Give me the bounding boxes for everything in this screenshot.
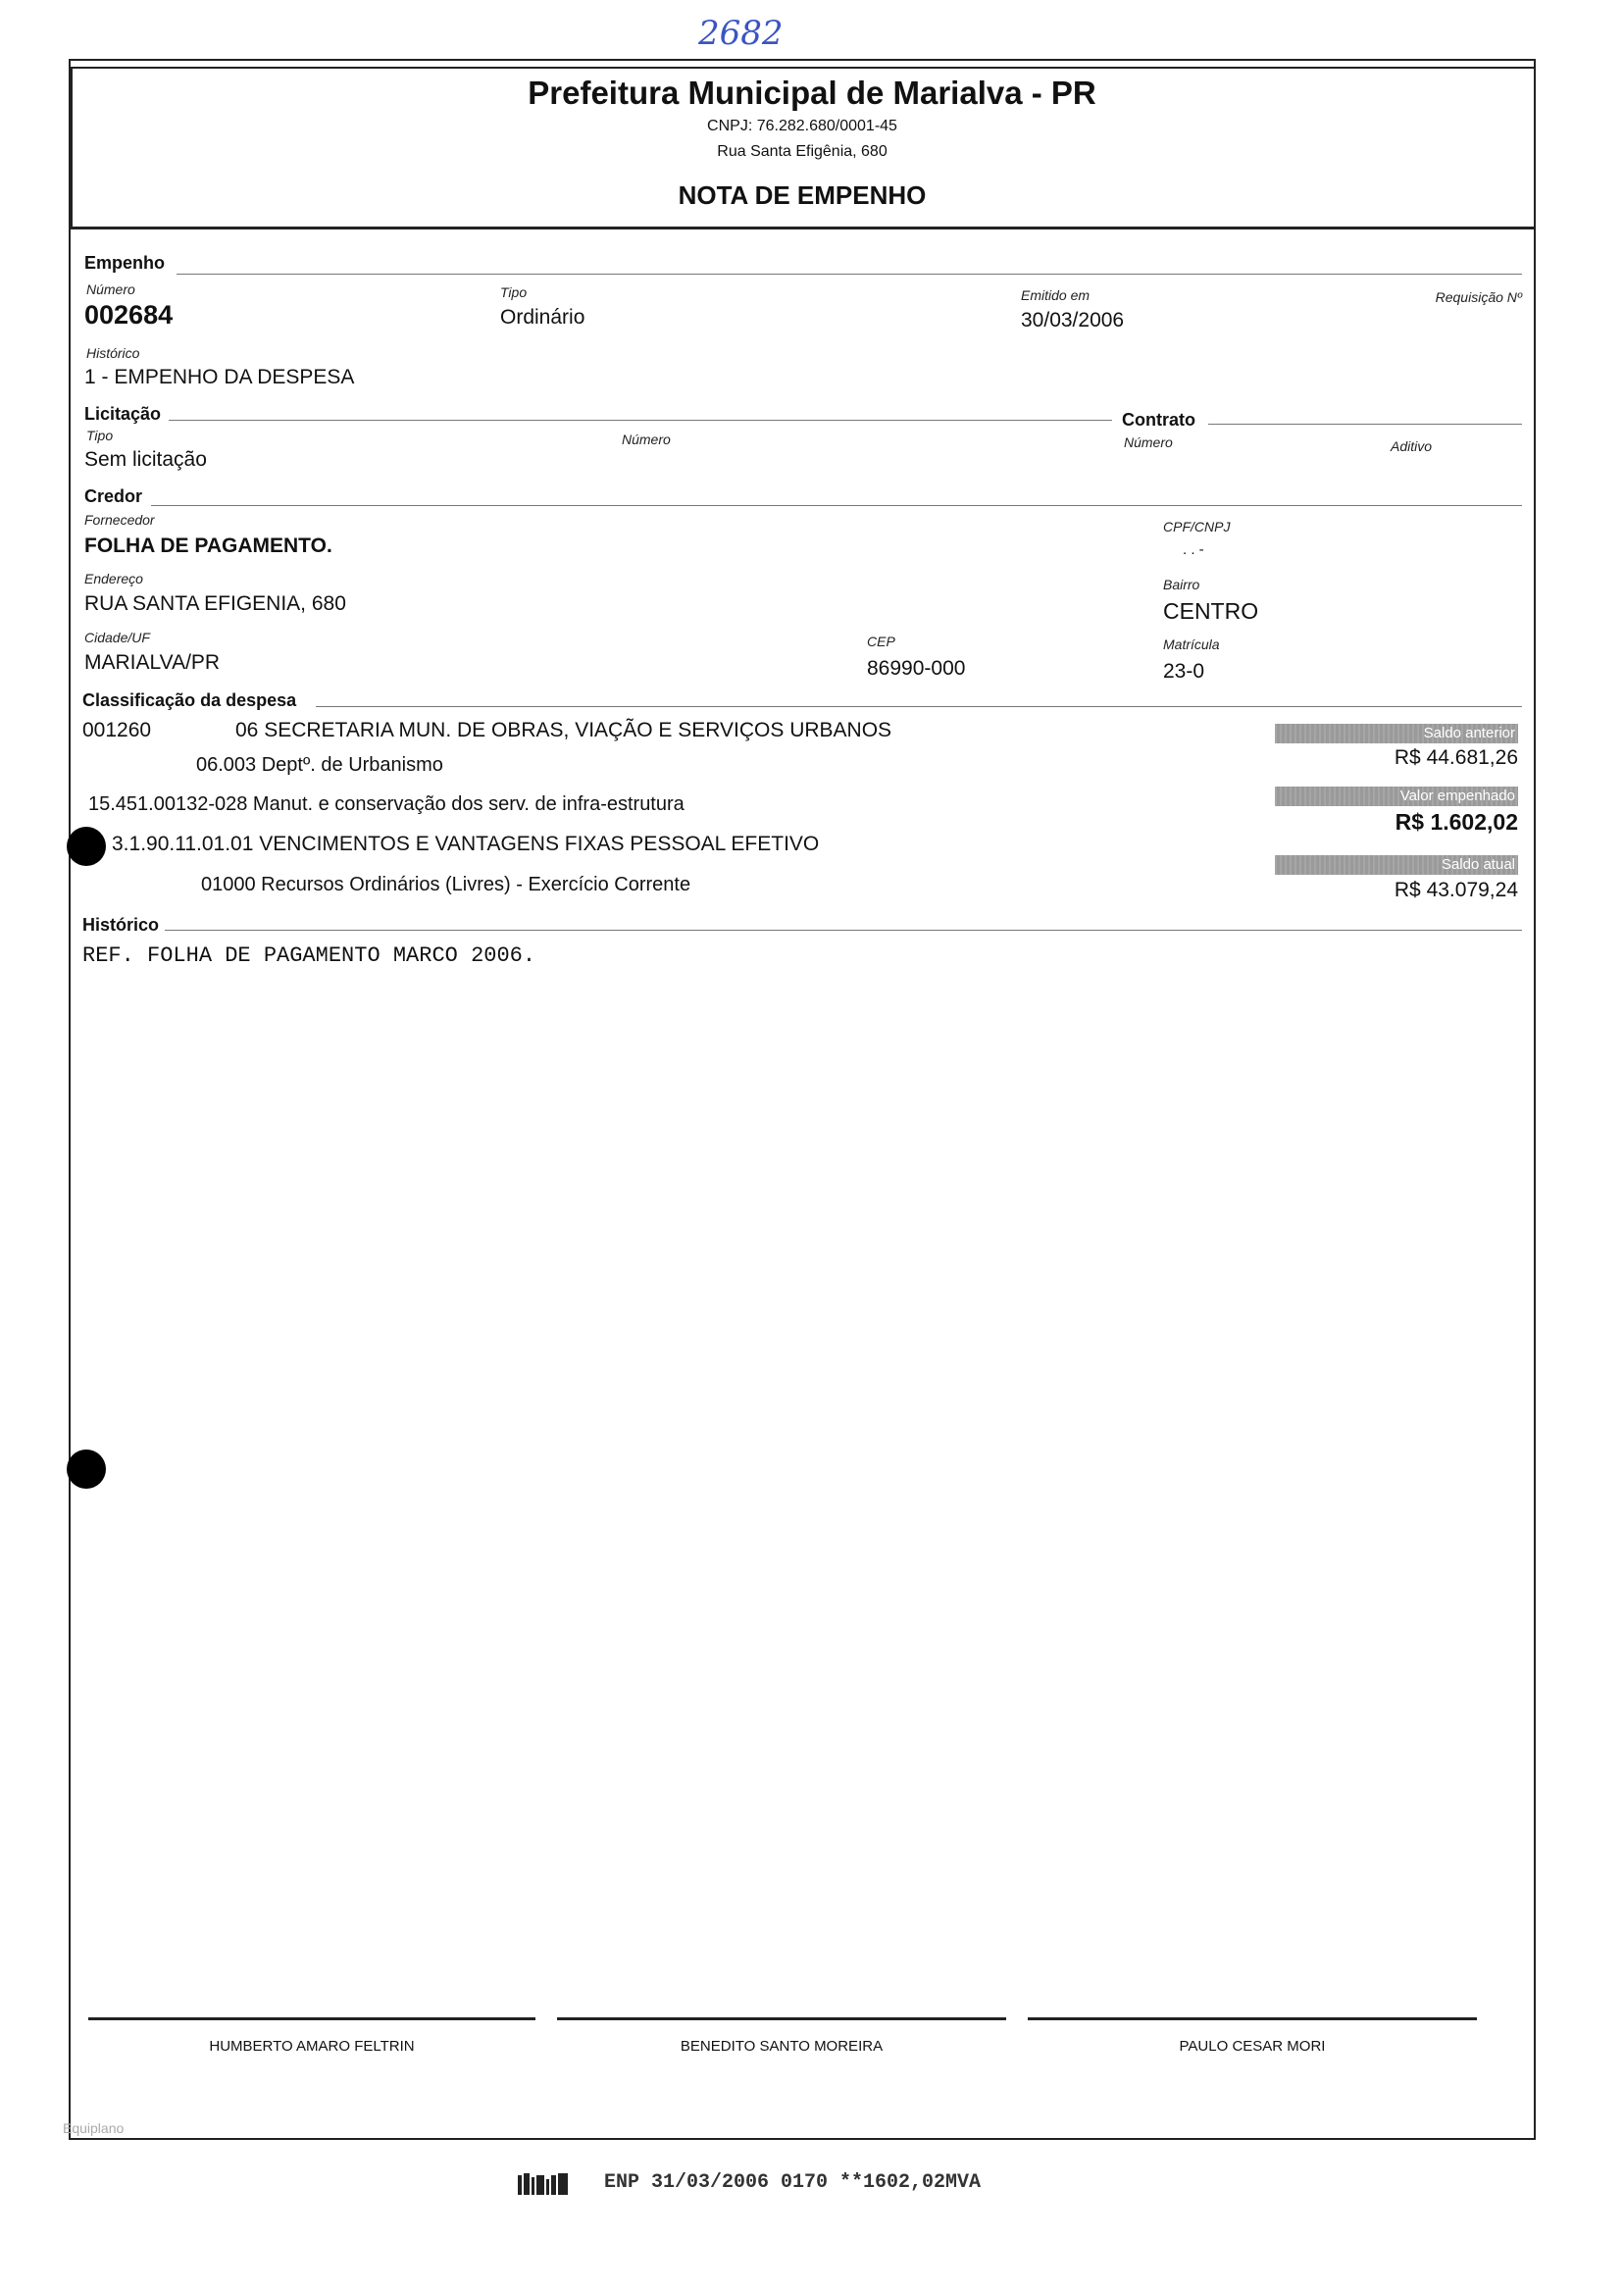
- cidade-value: MARIALVA/PR: [84, 651, 221, 674]
- address-text: Rua Santa Efigênia, 680: [717, 143, 888, 160]
- valor-empenhado-bar: Valor empenhado: [1275, 787, 1518, 806]
- signature-line: [88, 2017, 535, 2020]
- saldo-atual-value: R$ 43.079,24: [1394, 879, 1518, 901]
- emitido-label: Emitido em: [1021, 287, 1091, 303]
- empenho-historico: 1 - EMPENHO DA DESPESA: [84, 366, 355, 388]
- barcode-icon: [518, 2171, 573, 2202]
- cpf-value: . . -: [1183, 541, 1204, 558]
- cidade-label: Cidade/UF: [84, 630, 150, 645]
- endereco-label: Endereço: [84, 571, 143, 586]
- protocol-stamp: ENP 31/03/2006 0170 **1602,02MVA: [604, 2171, 982, 2194]
- cnpj-text: CNPJ: 76.282.680/0001-45: [707, 118, 897, 134]
- divider: [165, 930, 1522, 931]
- valor-empenhado-value: R$ 1.602,02: [1395, 809, 1518, 835]
- licitacao-tipo-label: Tipo: [86, 428, 114, 443]
- empenho-numero: 002684: [84, 300, 174, 330]
- classificacao-code: 001260: [82, 719, 152, 741]
- section-empenho: Empenho: [84, 253, 166, 273]
- saldo-atual-bar: Saldo atual: [1275, 855, 1518, 875]
- classificacao-funcional: 15.451.00132-028 Manut. e conservação dos serv. de infra-estrutura: [88, 793, 685, 815]
- divider: [177, 274, 1522, 275]
- document-title: NOTA DE EMPENHO: [678, 180, 927, 210]
- signature-line: [1028, 2017, 1477, 2020]
- handwritten-number: 2682: [698, 14, 784, 53]
- numero-label: Número: [86, 281, 135, 297]
- classificacao-secretaria: 06 SECRETARIA MUN. DE OBRAS, VIAÇÃO E SERVIÇOS URBANOS: [235, 719, 892, 741]
- signature-name: HUMBERTO AMARO FELTRIN: [209, 2038, 415, 2055]
- section-contrato: Contrato: [1122, 410, 1195, 430]
- classificacao-departamento: 06.003 Deptº. de Urbanismo: [196, 754, 443, 776]
- signature-line: [557, 2017, 1006, 2020]
- section-licitacao: Licitação: [84, 404, 162, 424]
- punch-hole: [67, 827, 106, 866]
- saldo-anterior-value: R$ 44.681,26: [1394, 746, 1518, 769]
- divider: [316, 706, 1522, 707]
- divider: [151, 505, 1522, 506]
- licitacao-numero-label: Número: [622, 432, 671, 447]
- section-classificacao: Classificação da despesa: [82, 690, 297, 710]
- divider: [169, 420, 1112, 421]
- fornecedor-name: FOLHA DE PAGAMENTO.: [84, 534, 332, 557]
- matricula-value: 23-0: [1163, 660, 1205, 683]
- matricula-label: Matrícula: [1163, 636, 1220, 652]
- cep-label: CEP: [867, 634, 895, 649]
- signature-name: BENEDITO SANTO MOREIRA: [680, 2038, 884, 2055]
- punch-hole: [67, 1450, 106, 1489]
- emitido-date: 30/03/2006: [1021, 309, 1125, 331]
- licitacao-tipo: Sem licitação: [84, 448, 207, 471]
- cep-value: 86990-000: [867, 657, 966, 680]
- cpf-label: CPF/CNPJ: [1163, 519, 1231, 534]
- requisicao-label: Requisição Nº: [1435, 289, 1522, 305]
- section-historico: Histórico: [82, 915, 160, 935]
- saldo-anterior-bar: Saldo anterior: [1275, 724, 1518, 743]
- empenho-tipo: Ordinário: [500, 306, 585, 329]
- signature-name: PAULO CESAR MORI: [1179, 2038, 1326, 2055]
- classificacao-elemento: 3.1.90.11.01.01 VENCIMENTOS E VANTAGENS FIXAS PESSOAL EFETIVO: [112, 833, 820, 855]
- bairro-value: CENTRO: [1163, 598, 1259, 624]
- page-title: Prefeitura Municipal de Marialva - PR: [528, 75, 1096, 111]
- software-label: Equiplano: [63, 2120, 125, 2136]
- tipo-label: Tipo: [500, 284, 528, 300]
- fornecedor-label: Fornecedor: [84, 512, 155, 528]
- contrato-aditivo-label: Aditivo: [1391, 438, 1433, 454]
- divider: [1208, 424, 1522, 425]
- section-credor: Credor: [84, 486, 143, 506]
- contrato-numero-label: Número: [1124, 434, 1173, 450]
- classificacao-fonte: 01000 Recursos Ordinários (Livres) - Exercício Corrente: [201, 874, 691, 895]
- historico-label: Histórico: [86, 345, 140, 361]
- bairro-label: Bairro: [1163, 577, 1200, 592]
- historico-text: REF. FOLHA DE PAGAMENTO MARCO 2006.: [82, 943, 536, 968]
- endereco-value: RUA SANTA EFIGENIA, 680: [84, 592, 346, 615]
